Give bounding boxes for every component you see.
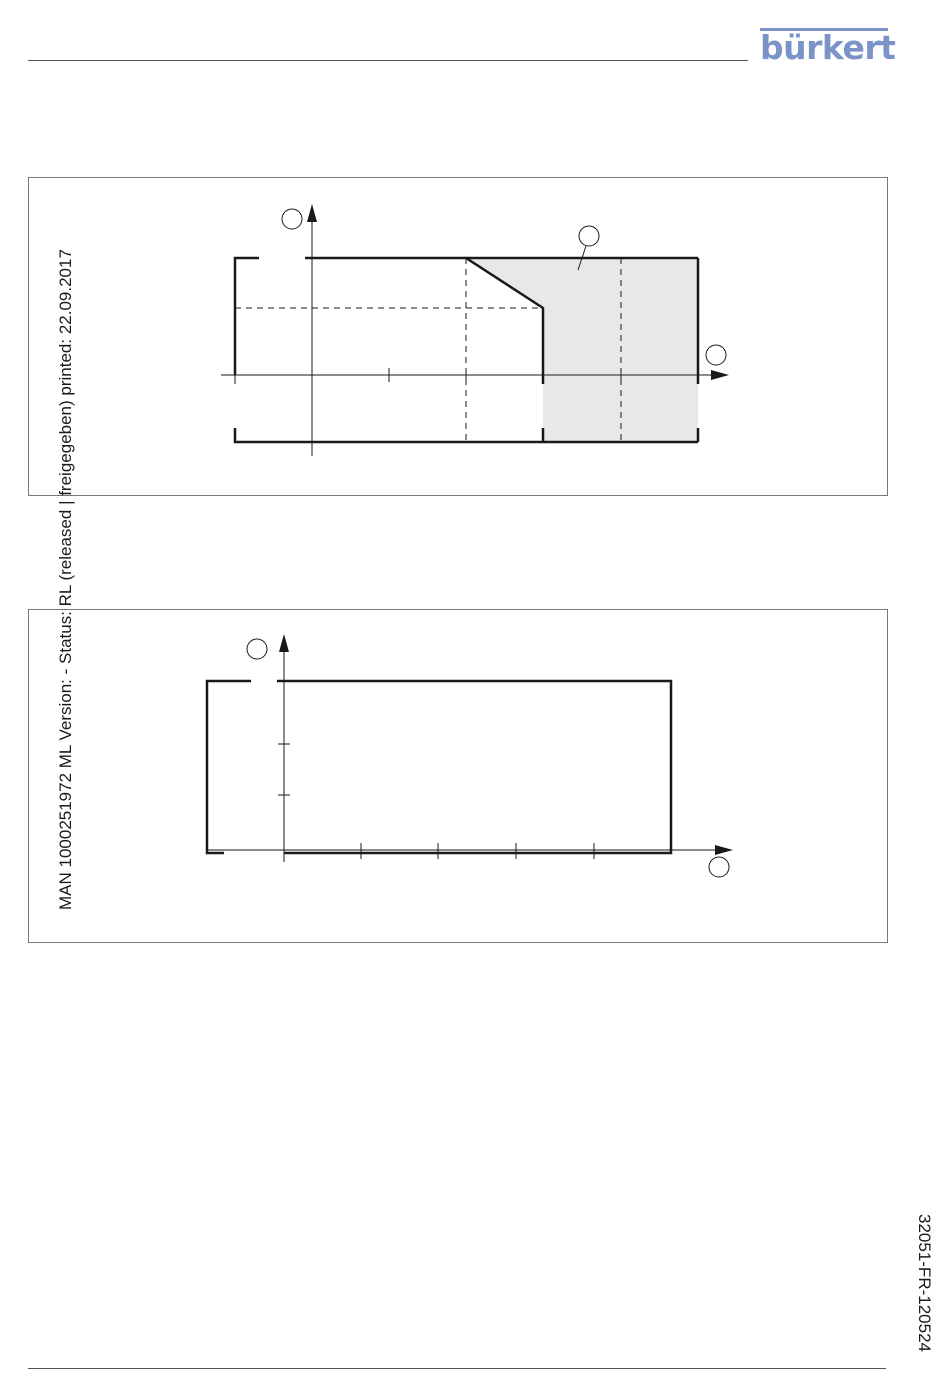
x-axis-arrow: [715, 845, 733, 855]
region-left-boundary: [207, 681, 251, 853]
document-code: 32051-FR-120524: [915, 1214, 934, 1352]
diagram-panel-1: [28, 177, 888, 496]
region-boundary: [277, 681, 671, 853]
y-axis-arrow: [279, 634, 289, 652]
header-rule: [28, 60, 748, 61]
diagram-2-canvas: [29, 610, 887, 942]
burkert-logo: [760, 22, 896, 67]
callout-circle-y: [282, 209, 302, 229]
footer-rule: [28, 1368, 886, 1369]
x-axis-arrow: [711, 370, 729, 380]
callout-circle-x: [706, 345, 726, 365]
document-status-label: MAN 1000251972 ML Version: - Status: RL (released | freigegeben) printed: 22.09.2017: [56, 249, 75, 910]
callout-circle-y: [247, 639, 267, 659]
shaded-region: [466, 258, 698, 442]
callout-circle-region: [579, 226, 599, 246]
y-axis-arrow: [307, 204, 317, 222]
diagram-panel-2: [28, 609, 888, 943]
diagram-1-canvas: [29, 178, 887, 495]
upper-boundary-left: [235, 258, 259, 375]
lower-boundary: [235, 428, 543, 442]
callout-circle-x: [709, 857, 729, 877]
logo-wordmark: bürkert: [760, 28, 896, 67]
